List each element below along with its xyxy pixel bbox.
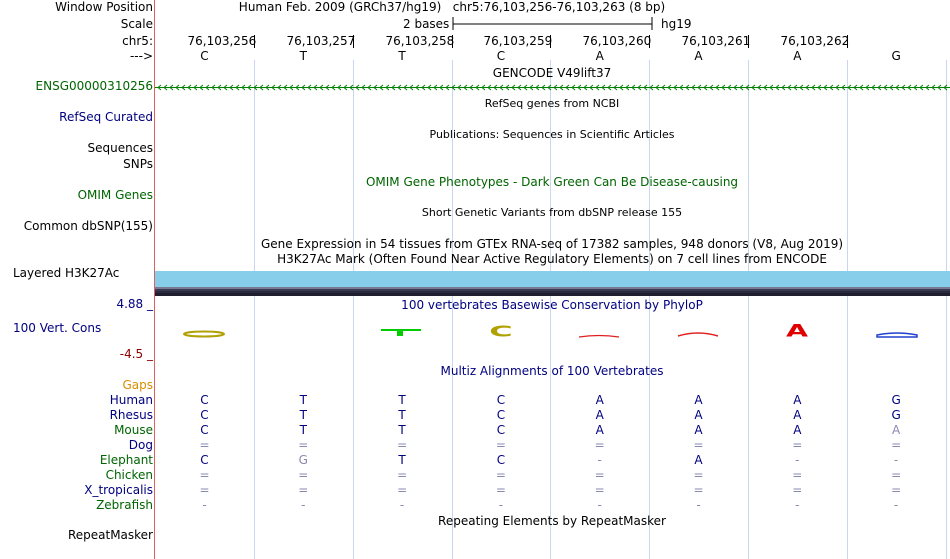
alignment-cell: T bbox=[299, 423, 307, 437]
ruler-position-label: 76,103,260 bbox=[582, 34, 652, 48]
ruler-position-label: 76,103,257 bbox=[286, 34, 356, 48]
alignment-cell: = bbox=[792, 438, 803, 452]
alignment-cell: A bbox=[595, 408, 604, 422]
alignment-cell: = bbox=[298, 468, 309, 482]
cons-logo-c-1 bbox=[184, 332, 224, 337]
track-label-conservation[interactable]: 100 Vert. Cons bbox=[13, 321, 102, 335]
alignment-cell: = bbox=[693, 438, 704, 452]
alignment-cell: = bbox=[891, 438, 902, 452]
alignment-cell: = bbox=[495, 468, 506, 482]
species-label[interactable]: Mouse bbox=[114, 423, 153, 437]
track-label-h3k27ac[interactable]: Layered H3K27Ac bbox=[13, 266, 120, 280]
species-label[interactable]: Dog bbox=[128, 438, 153, 452]
alignment-cell: = bbox=[594, 438, 605, 452]
alignment-cell: C bbox=[496, 408, 506, 422]
track-label-dbsnp[interactable]: Common dbSNP(155) bbox=[23, 219, 153, 233]
cons-logo-a-1 bbox=[579, 336, 619, 338]
assembly-info bbox=[239, 0, 665, 15]
alignment-cell: C bbox=[200, 408, 209, 422]
scale-bar bbox=[453, 17, 652, 30]
alignment-cell: = bbox=[199, 438, 210, 452]
alignment-cell: T bbox=[299, 408, 307, 422]
alignment-cell: C bbox=[496, 423, 506, 437]
alignment-cell: - bbox=[498, 498, 504, 512]
base-letter: C bbox=[200, 49, 209, 63]
ruler-position-label: 76,103,256 bbox=[187, 34, 257, 48]
track-title-conservation: 100 vertebrates Basewise Conservation by PhyloP bbox=[401, 298, 703, 312]
conservation-max-label: 4.88 _ bbox=[116, 297, 153, 311]
cons-logo-g bbox=[877, 333, 917, 337]
alignment-cell: T bbox=[398, 408, 406, 422]
track-title-dbsnp: Short Genetic Variants from dbSNP release 155 bbox=[421, 206, 683, 219]
cons-logo-a-3: A bbox=[785, 320, 809, 341]
h3k27ac-band bbox=[155, 271, 950, 287]
species-label[interactable]: Elephant bbox=[99, 453, 153, 467]
alignment-cell: A bbox=[793, 393, 802, 407]
alignment-cell: = bbox=[397, 483, 408, 497]
species-label[interactable]: Human bbox=[109, 393, 153, 407]
alignment-cell: - bbox=[893, 498, 899, 512]
chrom-label: chr5: bbox=[122, 34, 153, 48]
alignment-cell: - bbox=[696, 498, 701, 512]
alignment-cell: - bbox=[597, 498, 602, 512]
alignment-cell: A bbox=[891, 423, 901, 437]
h3k27ac-signal bbox=[155, 271, 950, 296]
ruler-position-label: 76,103,259 bbox=[483, 34, 553, 48]
alignment-cell: = bbox=[693, 468, 704, 482]
base-letter: A bbox=[793, 49, 802, 63]
cons-logo-t-stem bbox=[397, 330, 403, 336]
h3k27ac-line-3 bbox=[155, 291, 950, 293]
cons-logo-c-2: C bbox=[489, 322, 513, 341]
track-title-gtex: Gene Expression in 54 tissues from GTEx RNA-seq of 17382 samples, 948 donors (V8, Aug 2019) bbox=[260, 237, 844, 251]
track-label-snps[interactable]: SNPs bbox=[123, 157, 153, 171]
track-title-publications: Publications: Sequences in Scientific Articles bbox=[429, 128, 675, 141]
alignment-cell: - bbox=[202, 498, 207, 512]
alignment-cell: A bbox=[793, 408, 802, 422]
alignment-cell: - bbox=[399, 498, 405, 512]
alignment-cell: - bbox=[301, 498, 306, 512]
track-title-repeatmasker: Repeating Elements by RepeatMasker bbox=[438, 514, 666, 528]
species-label[interactable]: Rhesus bbox=[109, 408, 153, 422]
window-position-label: Window Position bbox=[55, 0, 153, 14]
alignment-cell: = bbox=[199, 468, 210, 482]
track-label-repeatmasker[interactable]: RepeatMasker bbox=[67, 528, 153, 542]
base-letter: A bbox=[595, 49, 604, 63]
gencode-gene-line bbox=[155, 85, 950, 90]
alignment-cell: C bbox=[496, 393, 506, 407]
alignment-cell: = bbox=[792, 468, 803, 482]
alignment-cell: = bbox=[298, 483, 309, 497]
alignment-cell: = bbox=[891, 483, 902, 497]
position-text: chr5:76,103,256-76,103,263 (8 bp) bbox=[452, 0, 666, 14]
alignment-cell: = bbox=[792, 483, 803, 497]
alignment-cell: T bbox=[398, 423, 406, 437]
species-label[interactable]: Chicken bbox=[105, 468, 153, 482]
alignment-cell: - bbox=[795, 453, 800, 467]
alignment-cell: = bbox=[693, 483, 704, 497]
scale-db-label: hg19 bbox=[661, 17, 692, 31]
alignment-cell: T bbox=[398, 453, 406, 467]
alignment-cell: - bbox=[597, 453, 602, 467]
alignment-cell: = bbox=[594, 483, 605, 497]
ruler-position-label: 76,103,258 bbox=[385, 34, 455, 48]
scale-bar-label: 2 bases bbox=[403, 17, 450, 31]
alignment-cell: = bbox=[495, 438, 506, 452]
alignment-cell: C bbox=[200, 423, 209, 437]
alignment-cell: A bbox=[694, 408, 703, 422]
alignment-cell: T bbox=[398, 393, 406, 407]
alignment-cell: = bbox=[397, 438, 408, 452]
alignment-cell: A bbox=[694, 423, 703, 437]
species-label[interactable]: Gaps bbox=[122, 378, 153, 392]
base-letter: A bbox=[694, 49, 703, 63]
h3k27ac-line-1 bbox=[155, 287, 950, 289]
alignment-cell: A bbox=[793, 423, 802, 437]
ruler-position-label: 76,103,262 bbox=[780, 34, 850, 48]
alignment-cell: A bbox=[694, 453, 703, 467]
base-letter: T bbox=[299, 49, 307, 63]
track-label-gencode[interactable]: ENSG00000310256 bbox=[35, 79, 153, 93]
alignment-cell: - bbox=[893, 453, 899, 467]
scale-label: Scale bbox=[120, 17, 153, 31]
base-letter: C bbox=[496, 49, 506, 63]
alignment-cell: C bbox=[496, 453, 506, 467]
h3k27ac-line-4 bbox=[155, 293, 950, 296]
alignment-cell: = bbox=[891, 468, 902, 482]
alignment-cell: = bbox=[495, 483, 506, 497]
base-letter: G bbox=[891, 49, 901, 63]
alignment-cell: G bbox=[298, 453, 308, 467]
alignment-cell: C bbox=[200, 453, 209, 467]
track-title-gencode: GENCODE V49lift37 bbox=[492, 66, 612, 80]
track-label-refseq[interactable]: RefSeq Curated bbox=[59, 110, 153, 124]
cons-logo-a-2 bbox=[678, 333, 718, 336]
track-label-omim[interactable]: OMIM Genes bbox=[77, 188, 153, 202]
track-image-area[interactable] bbox=[155, 0, 950, 559]
base-letter: T bbox=[398, 49, 406, 63]
alignment-cell: G bbox=[891, 408, 901, 422]
track-graphics bbox=[155, 0, 950, 559]
h3k27ac-line-2 bbox=[155, 289, 950, 291]
alignment-cell: A bbox=[694, 393, 703, 407]
alignment-cell: A bbox=[595, 423, 604, 437]
alignment-cell: A bbox=[595, 393, 604, 407]
species-label[interactable]: X_tropicalis bbox=[84, 483, 153, 497]
alignment-cell: G bbox=[891, 393, 901, 407]
alignment-cell: = bbox=[298, 438, 309, 452]
alignment-cell: = bbox=[397, 468, 408, 482]
track-title-refseq: RefSeq genes from NCBI bbox=[484, 97, 620, 110]
strand-arrow-label: ---> bbox=[129, 49, 153, 63]
alignment-cell: T bbox=[299, 393, 307, 407]
track-label-sequences[interactable]: Sequences bbox=[87, 141, 153, 155]
alignment-cell: C bbox=[200, 393, 209, 407]
track-title-multiz: Multiz Alignments of 100 Vertebrates bbox=[440, 364, 664, 378]
assembly-name: Human Feb. 2009 (GRCh37/hg19) bbox=[238, 0, 442, 14]
track-title-omim: OMIM Gene Phenotypes - Dark Green Can Be Disease-causing bbox=[365, 175, 739, 189]
alignment-cell: = bbox=[594, 468, 605, 482]
species-label[interactable]: Zebrafish bbox=[96, 498, 153, 512]
conservation-min-label: -4.5 _ bbox=[119, 347, 153, 361]
alignment-cell: = bbox=[199, 483, 210, 497]
ruler-position-label: 76,103,261 bbox=[681, 34, 751, 48]
alignment-cell: - bbox=[795, 498, 800, 512]
track-title-h3k27ac: H3K27Ac Mark (Often Found Near Active Regulatory Elements) on 7 cell lines from ENCODE bbox=[277, 252, 827, 266]
